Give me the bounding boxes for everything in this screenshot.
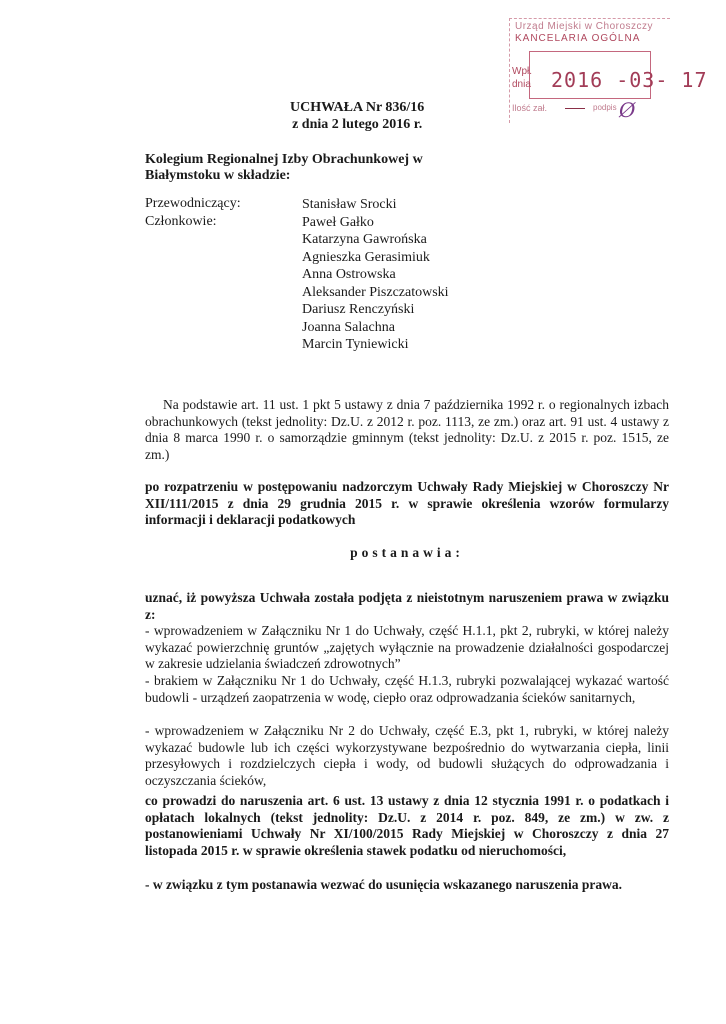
stamp-department: KANCELARIA OGÓLNA [515, 33, 641, 44]
resolution-date: z dnia 2 lutego 2016 r. [292, 117, 423, 132]
stamp-initial: Ø [619, 98, 636, 122]
registry-stamp [509, 18, 708, 122]
stamp-office: Urząd Miejski w Choroszczy [515, 21, 654, 32]
member-name: Aleksander Piszczatowski [302, 284, 449, 300]
violation-point-3: - wprowadzeniem w Załączniku Nr 2 do Uchwały, część E.3, pkt 1, rubryki, w której należy wykazać budowle lub ich części wykorzystywane bezpośrednio do wytwarzania ciepła, linii przesyłowych i rozdzielczych ciepła i wody, od budowli służących do odprowadzania i oczyszczania ścieków, [145, 723, 669, 788]
member-name: Paweł Gałko [302, 214, 374, 230]
member-name: Stanisław Srocki [302, 197, 397, 212]
member-name: Agnieszka Gerasimiuk [302, 249, 430, 265]
college-heading: Kolegium Regionalnej Izby Obrachunkowej w Białymstoku w składzie: [145, 152, 423, 183]
ruling-paragraph: uznać, iż powyższa Uchwała została podjęta z nieistotnym naruszeniem prawa w związku z: [145, 590, 669, 622]
member-name: Anna Ostrowska [302, 267, 396, 282]
violation-point-1: - wprowadzeniem w Załączniku Nr 1 do Uchwały, część H.1.1, pkt 2, rubryki, w której należy wykazać powierzchnię gruntów „zajętych wyłącznie na prowadzenie działalności gospodarczej w zakresie udzielania świadczeń zdrowotnych” [145, 623, 669, 671]
member-name: Marcin Tyniewicki [302, 337, 409, 352]
stamp-attachments-label: Ilość zał. [512, 103, 548, 113]
violation-point-2: - brakiem w Załączniku Nr 1 do Uchwały, część H.1.3, rubryki pozwalającej wykazać wartość budowli - urządzeń zaopatrzenia w wodę, ciepło oraz odprowadzania ścieków sanitarnych, [145, 673, 669, 705]
member-name: Dariusz Renczyński [302, 302, 415, 317]
stamp-date: 2016 -03- 17 [551, 68, 708, 92]
decides-heading: postanawia: [350, 545, 464, 560]
member-name: Katarzyna Gawrońska [302, 232, 427, 247]
stamp-received-label: Wpł. dnia [512, 66, 532, 90]
resolution-number: UCHWAŁA Nr 836/16 [290, 100, 425, 115]
stamp-dash [565, 108, 585, 109]
consequence-paragraph: co prowadzi do naruszenia art. 6 ust. 13 ustawy z dnia 12 stycznia 1991 r. o podatkach i opłatach lokalnych (tekst jednolity: Dz.U. z 2014 r. poz. 849, ze zm.) w zw. z postanowieniami Uchwały Nr XI/100/2015 Rady Miejskiej w Choroszczy z dnia 27 listopada 2015 r. w sprawie określenia stawek podatku od nieruchomości, [145, 793, 669, 858]
stamp-signature-label: podpis [593, 103, 617, 112]
member-name: Joanna Salachna [302, 319, 395, 335]
members-label: Członkowie: [145, 214, 217, 229]
members-list [302, 196, 449, 354]
chair-label: Przewodniczący: [145, 196, 241, 211]
final-decision: - w związku z tym postanawia wezwać do usunięcia wskazanego naruszenia prawa. [145, 877, 622, 892]
considering-paragraph: po rozpatrzeniu w postępowaniu nadzorczym Uchwały Rady Miejskiej w Choroszczy Nr XII/111/2015 z dnia 29 grudnia 2015 r. w sprawie określenia wzorów formularzy informacji i deklaracji podatkowych [145, 479, 669, 527]
resolution-title [290, 99, 424, 133]
legal-basis: Na podstawie art. 11 ust. 1 pkt 5 ustawy z dnia 7 października 1992 r. o regionalnych izbach obrachunkowych (tekst jednolity: Dz.U. z 2012 r. poz. 1113, ze zm.) oraz art. 91 ust. 4 ustawy z dnia 8 marca 1990 r. o samorządzie gminnym (tekst jednolity: Dz.U. z 2015 r. poz. 1515, ze zm.) [145, 397, 669, 462]
